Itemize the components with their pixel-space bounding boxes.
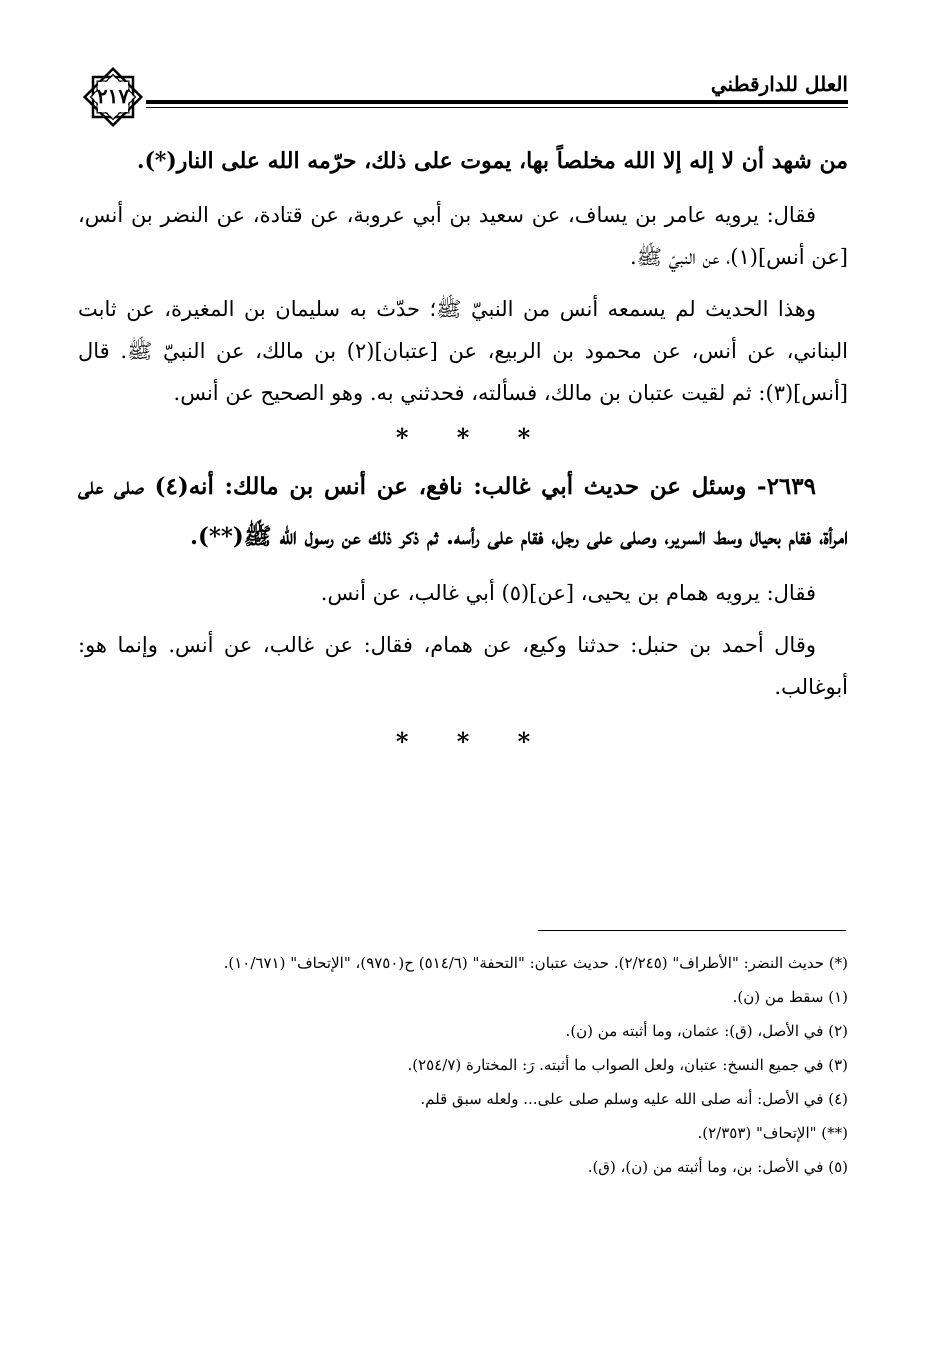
running-title: العلل للدارقطني [703,72,848,96]
header-rule [146,100,848,108]
footnote: (*) حديث النضر: "الأطراف" (٢/٢٤٥). حديث عتبان: "التحفة" (٥١٤/٦) ح(٩٧٥٠)، "الإتحاف" (١٠/٦٧١). [223,954,848,972]
footnote-divider [538,930,846,931]
question-2639: ٢٦٣٩- وسئل عن حديث أبي غالب: نافع، عن أنس بن مالك: أنه(٤) صلى على امرأة، فقام بحيال وسط السرير، وصلى على رجل، فقام على رأسه. ثم ذكر ذلك عن رسول الله ﷺ(**). [78,473,848,550]
main-text [78,138,848,766]
paragraph-6: وقال أحمد بن حنبل: حدثنا وكيع، عن همام، فقال: عن غالب، عن أنس. وإنما هو: أبوغالب. [78,633,848,699]
footnote: (٢) في الأصل، (ق): عثمان، وما أثبته من (ن). [565,1022,848,1040]
footnote: (١) سقط من (ن). [732,988,848,1006]
paragraph-1: من شهد أن لا إله إلا الله مخلصاً بها، يموت على ذلك، حرّمه الله على النار(*). [136,148,848,174]
paragraph-3: وهذا الحديث لم يسمعه أنس من النبيّ ﷺ؛ حدّث به سليمان بن المغيرة، عن ثابت البناني، عن أنس، عن محمود بن الربيع، عن [عتبان](٢) بن مالك، عن النبيّ ﷺ. قال [أنس](٣): ثم لقيت عتبان بن مالك، فسألته، فحدثني به. وهو الصحيح عن أنس. [78,297,848,405]
footnote: (٤) في الأصل: أنه صلى الله عليه وسلم صلى على... ولعله سبق قلم. [420,1090,848,1108]
page-number: ٢١٧ [96,84,130,108]
footnote: (٣) في جميع النسخ: عتبان، ولعل الصواب ما أثبته. رَ: المختارة (٢٥٤/٧). [407,1056,848,1074]
footnote: (٥) في الأصل: بن، وما أثبته من (ن)، (ق). [587,1158,848,1176]
footnote: (**) "الإتحاف" (٢/٣٥٣). [697,1124,848,1142]
section-separator: * * * [395,727,531,756]
page-number-badge [78,62,148,132]
footnotes [78,946,848,1184]
paragraph-5: فقال: يرويه همام بن يحيى، [عن](٥) أبي غالب، عن أنس. [320,581,816,605]
section-separator: * * * [395,423,531,452]
page-header [78,62,848,132]
paragraph-2: فقال: يرويه عامر بن يساف، عن سعيد بن أبي عروبة، عن قتادة، عن النضر بن أنس، [عن أنس](١)، عن النبيّ ﷺ. [78,203,848,269]
